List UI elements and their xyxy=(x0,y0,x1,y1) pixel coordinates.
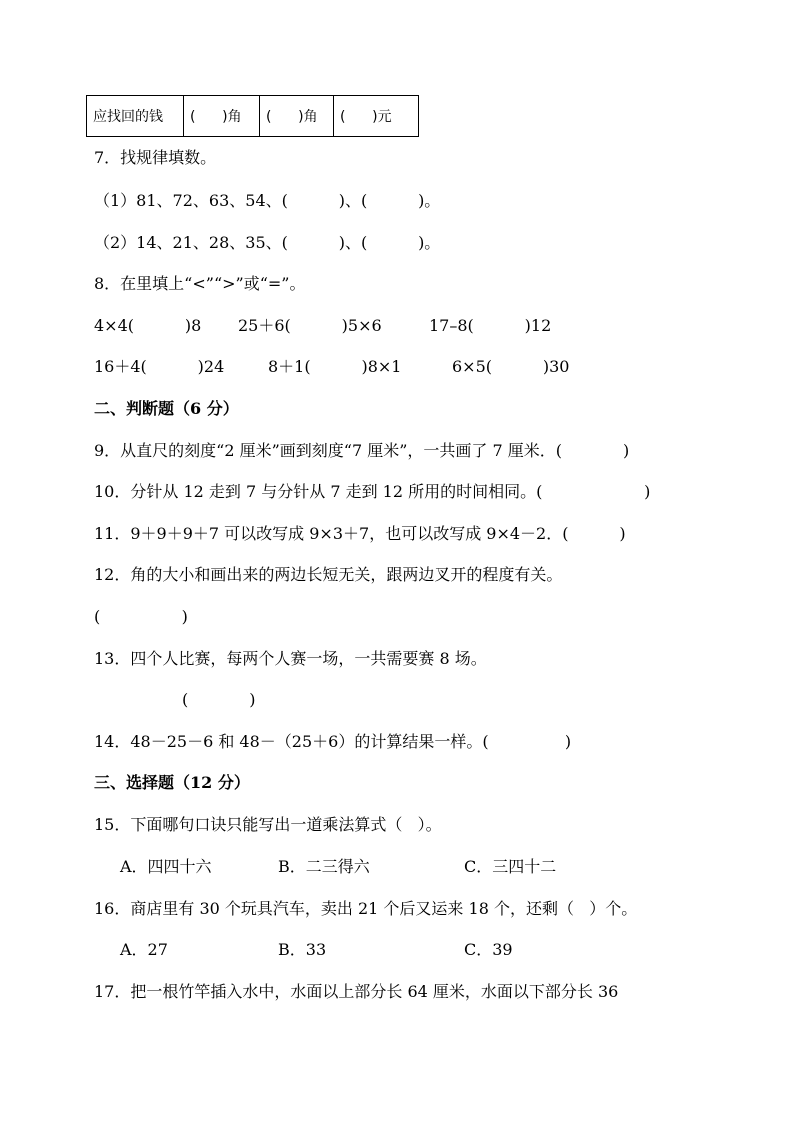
table-cell-blank[interactable]: ( )角 xyxy=(184,96,260,137)
choice-question: 16．商店里有 30 个玩具汽车，卖出 21 个后又运来 18 个，还剩（ ）个。 xyxy=(94,899,638,918)
compare-item[interactable]: 8＋1( )8×1 xyxy=(268,357,402,376)
choice-option-a[interactable]: A．四四十六 xyxy=(120,857,212,876)
question-8-title: 8．在里填上“<”“>”或“=”。 xyxy=(94,274,306,293)
judge-item[interactable]: 14．48－25－6 和 48－（25＋6）的计算结果一样。( ) xyxy=(94,732,572,751)
choice-option-a[interactable]: A．27 xyxy=(120,940,168,959)
compare-item[interactable]: 4×4( )8 xyxy=(94,316,202,335)
choice-question: 17．把一根竹竿插入水中，水面以上部分长 64 厘米，水面以下部分长 36 xyxy=(94,982,619,1001)
choice-option-b[interactable]: B．二三得六 xyxy=(278,857,370,876)
section-2-heading: 二、判断题（6 分） xyxy=(94,399,239,418)
judge-answer-blank[interactable]: ( ) xyxy=(182,690,256,709)
judge-answer-blank[interactable]: ( ) xyxy=(94,607,188,626)
table-row-label: 应找回的钱 xyxy=(87,96,184,137)
change-table xyxy=(86,95,419,137)
question-7-item-1[interactable]: （1）81、72、63、54、( )、( )。 xyxy=(94,191,441,210)
compare-item[interactable]: 17–8( )12 xyxy=(429,316,552,335)
choice-option-c[interactable]: C．三四十二 xyxy=(464,857,557,876)
judge-item: 13．四个人比赛，每两个人赛一场，一共需要赛 8 场。 xyxy=(94,649,487,668)
choice-option-b[interactable]: B．33 xyxy=(278,940,327,959)
judge-item: 12．角的大小和画出来的两边长短无关，跟两边叉开的程度有关。 xyxy=(94,565,563,584)
compare-item[interactable]: 6×5( )30 xyxy=(452,357,570,376)
judge-item[interactable]: 11．9＋9＋9＋7 可以改写成 9×3＋7，也可以改写成 9×4－2．( ) xyxy=(94,524,626,543)
judge-item[interactable]: 10．分针从 12 走到 7 与分针从 7 走到 12 所用的时间相同。( ) xyxy=(94,482,651,501)
table-row xyxy=(87,96,419,137)
choice-question: 15．下面哪句口诀只能写出一道乘法算式（ ）。 xyxy=(94,815,442,834)
question-7-item-2[interactable]: （2）14、21、28、35、( )、( )。 xyxy=(94,233,441,252)
table-cell-blank[interactable]: ( )元 xyxy=(334,96,419,137)
choice-option-c[interactable]: C．39 xyxy=(464,940,513,959)
compare-item[interactable]: 25＋6( )5×6 xyxy=(238,316,382,335)
question-7-title: 7．找规律填数。 xyxy=(94,148,217,167)
compare-item[interactable]: 16＋4( )24 xyxy=(94,357,225,376)
section-3-heading: 三、选择题（12 分） xyxy=(94,773,250,792)
table-cell-blank[interactable]: ( )角 xyxy=(260,96,334,137)
judge-item[interactable]: 9．从直尺的刻度“2 厘米”画到刻度“7 厘米”，一共画了 7 厘米．( ) xyxy=(94,441,630,460)
